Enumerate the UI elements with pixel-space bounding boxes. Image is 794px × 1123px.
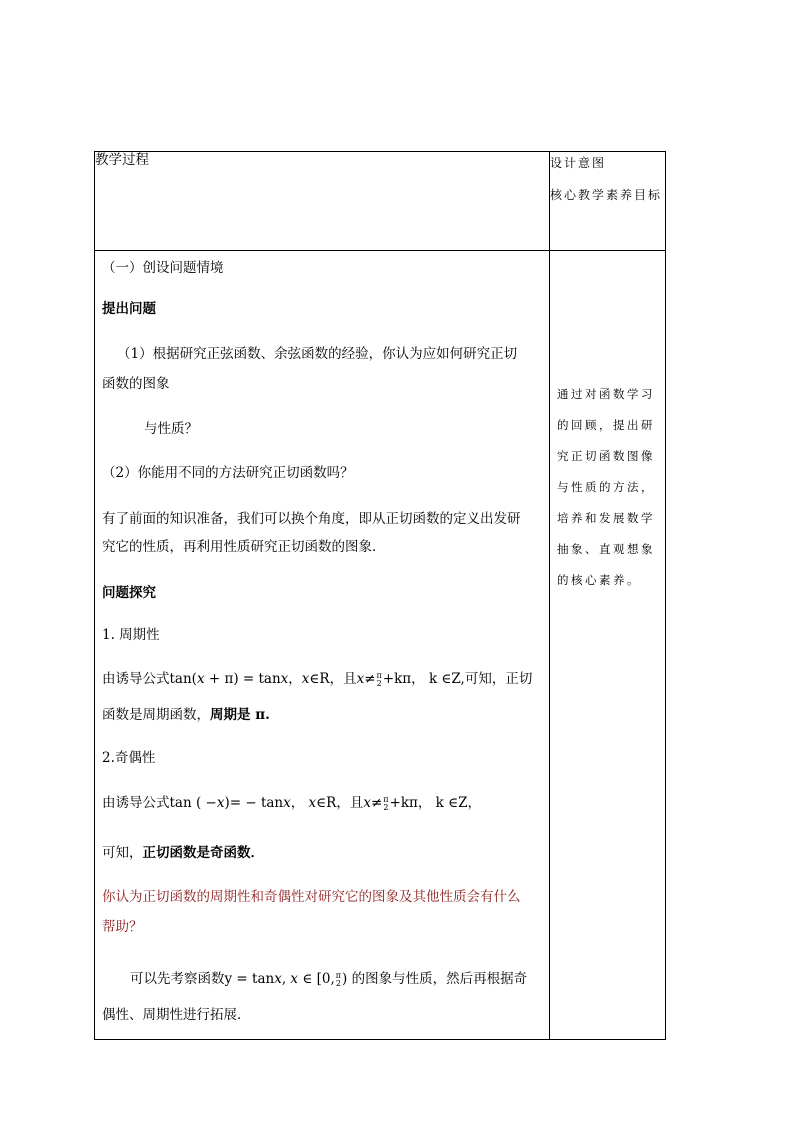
- var-x: x: [290, 971, 299, 987]
- periodicity-formula-line: [102, 667, 532, 688]
- header-teaching-process: 教学过程: [95, 152, 149, 168]
- text-run: ，: [288, 671, 302, 687]
- text-run: ,: [281, 971, 291, 987]
- red-question-line-b: 帮助？: [102, 919, 143, 935]
- var-x: x: [196, 671, 205, 687]
- period-is-pi: 周期是 π.: [210, 707, 270, 723]
- var-x: x: [363, 795, 371, 811]
- last-paragraph-line-b: 偶性、周期性进行拓展．: [102, 1007, 251, 1023]
- parity-formula-line: [102, 791, 481, 812]
- lesson-table: [94, 151, 666, 1040]
- fraction-pi-over-2: [336, 972, 341, 988]
- fraction-denominator: 2: [383, 802, 389, 812]
- text-run: ) 的图象与性质，然后再根据奇: [342, 971, 528, 987]
- var-x: x: [283, 795, 291, 811]
- header-row: [95, 152, 666, 251]
- text-run: +kπ， k ∈Z，: [389, 795, 482, 811]
- periodicity-title: 1. 周期性: [102, 627, 160, 643]
- fraction-denominator: 2: [335, 978, 341, 988]
- text-run: 可知，: [102, 845, 143, 861]
- design-intent-text: 通过对函数学习的回顾，提出研究正切函数图像与性质的方法，培养和发展数学抽象、直观想象的核心素养。: [557, 387, 655, 587]
- paragraph-1-line-b: 究它的性质，再利用性质研究正切函数的图象．: [102, 539, 386, 555]
- question-1-line-c: 与性质？: [144, 421, 198, 437]
- ask-question-title: 提出问题: [102, 301, 156, 317]
- body-left-cell: [95, 251, 550, 1040]
- var-x: x: [356, 671, 365, 687]
- var-x: x: [280, 671, 289, 687]
- var-x: x: [216, 795, 225, 811]
- header-right-cell: [550, 152, 666, 251]
- question-1-line-a: （1）根据研究正弦函数、余弦函数的经验，你认为应如何研究正切: [117, 346, 518, 362]
- explore-title: 问题探究: [102, 585, 156, 601]
- text-run: 由诱导公式tan(: [102, 671, 197, 687]
- text-run: ∈ [0,: [298, 971, 335, 987]
- section-title: （一）创设问题情境: [102, 260, 224, 276]
- text-run: 由诱导公式tan ( −: [102, 795, 217, 811]
- header-core-literacy: 核心教学素养目标: [550, 187, 663, 202]
- fraction-numerator: π: [383, 794, 389, 804]
- tangent-is-odd: 正切函数是奇函数．: [142, 845, 264, 861]
- periodicity-conclusion: [102, 703, 270, 723]
- var-x: x: [274, 971, 282, 987]
- text-run: ∈R，且: [316, 795, 364, 811]
- parity-title: 2.奇偶性: [102, 750, 156, 766]
- parity-conclusion: [102, 841, 264, 861]
- text-run: 函数是周期函数，: [102, 707, 210, 723]
- text-run: ∈R，且: [309, 671, 357, 687]
- text-run: +kπ， k ∈Z,可知，正切: [382, 671, 533, 687]
- text-run: ，: [290, 795, 309, 811]
- fraction-numerator: π: [376, 670, 382, 680]
- body-row: [95, 251, 666, 1040]
- fraction-numerator: π: [335, 970, 342, 980]
- question-1-line-b: 函数的图象: [102, 376, 170, 392]
- text-run: + π) = tan: [204, 671, 281, 687]
- fraction-pi-over-2: [383, 796, 388, 812]
- fraction-pi-over-2: [377, 672, 382, 688]
- last-paragraph-line-a: [130, 967, 527, 988]
- fraction-denominator: 2: [376, 678, 382, 688]
- text-run: 可以先考察函数y = tan: [130, 971, 275, 987]
- question-2: （2）你能用不同的方法研究正切函数吗？: [102, 465, 354, 481]
- text-run: )= − tan: [224, 795, 284, 811]
- var-x: x: [308, 795, 317, 811]
- header-left-cell: [95, 152, 550, 251]
- neq-sign: ≠: [370, 795, 383, 811]
- neq-sign: ≠: [364, 671, 376, 687]
- body-right-cell: [550, 251, 666, 1040]
- var-x: x: [301, 671, 310, 687]
- paragraph-1-line-a: 有了前面的知识准备，我们可以换个角度，即从正切函数的定义出发研: [102, 511, 521, 527]
- red-question-line-a: 你认为正切函数的周期性和奇偶性对研究它的图象及其他性质会有什么: [102, 889, 521, 905]
- header-design-intent: 设计意图: [550, 156, 607, 170]
